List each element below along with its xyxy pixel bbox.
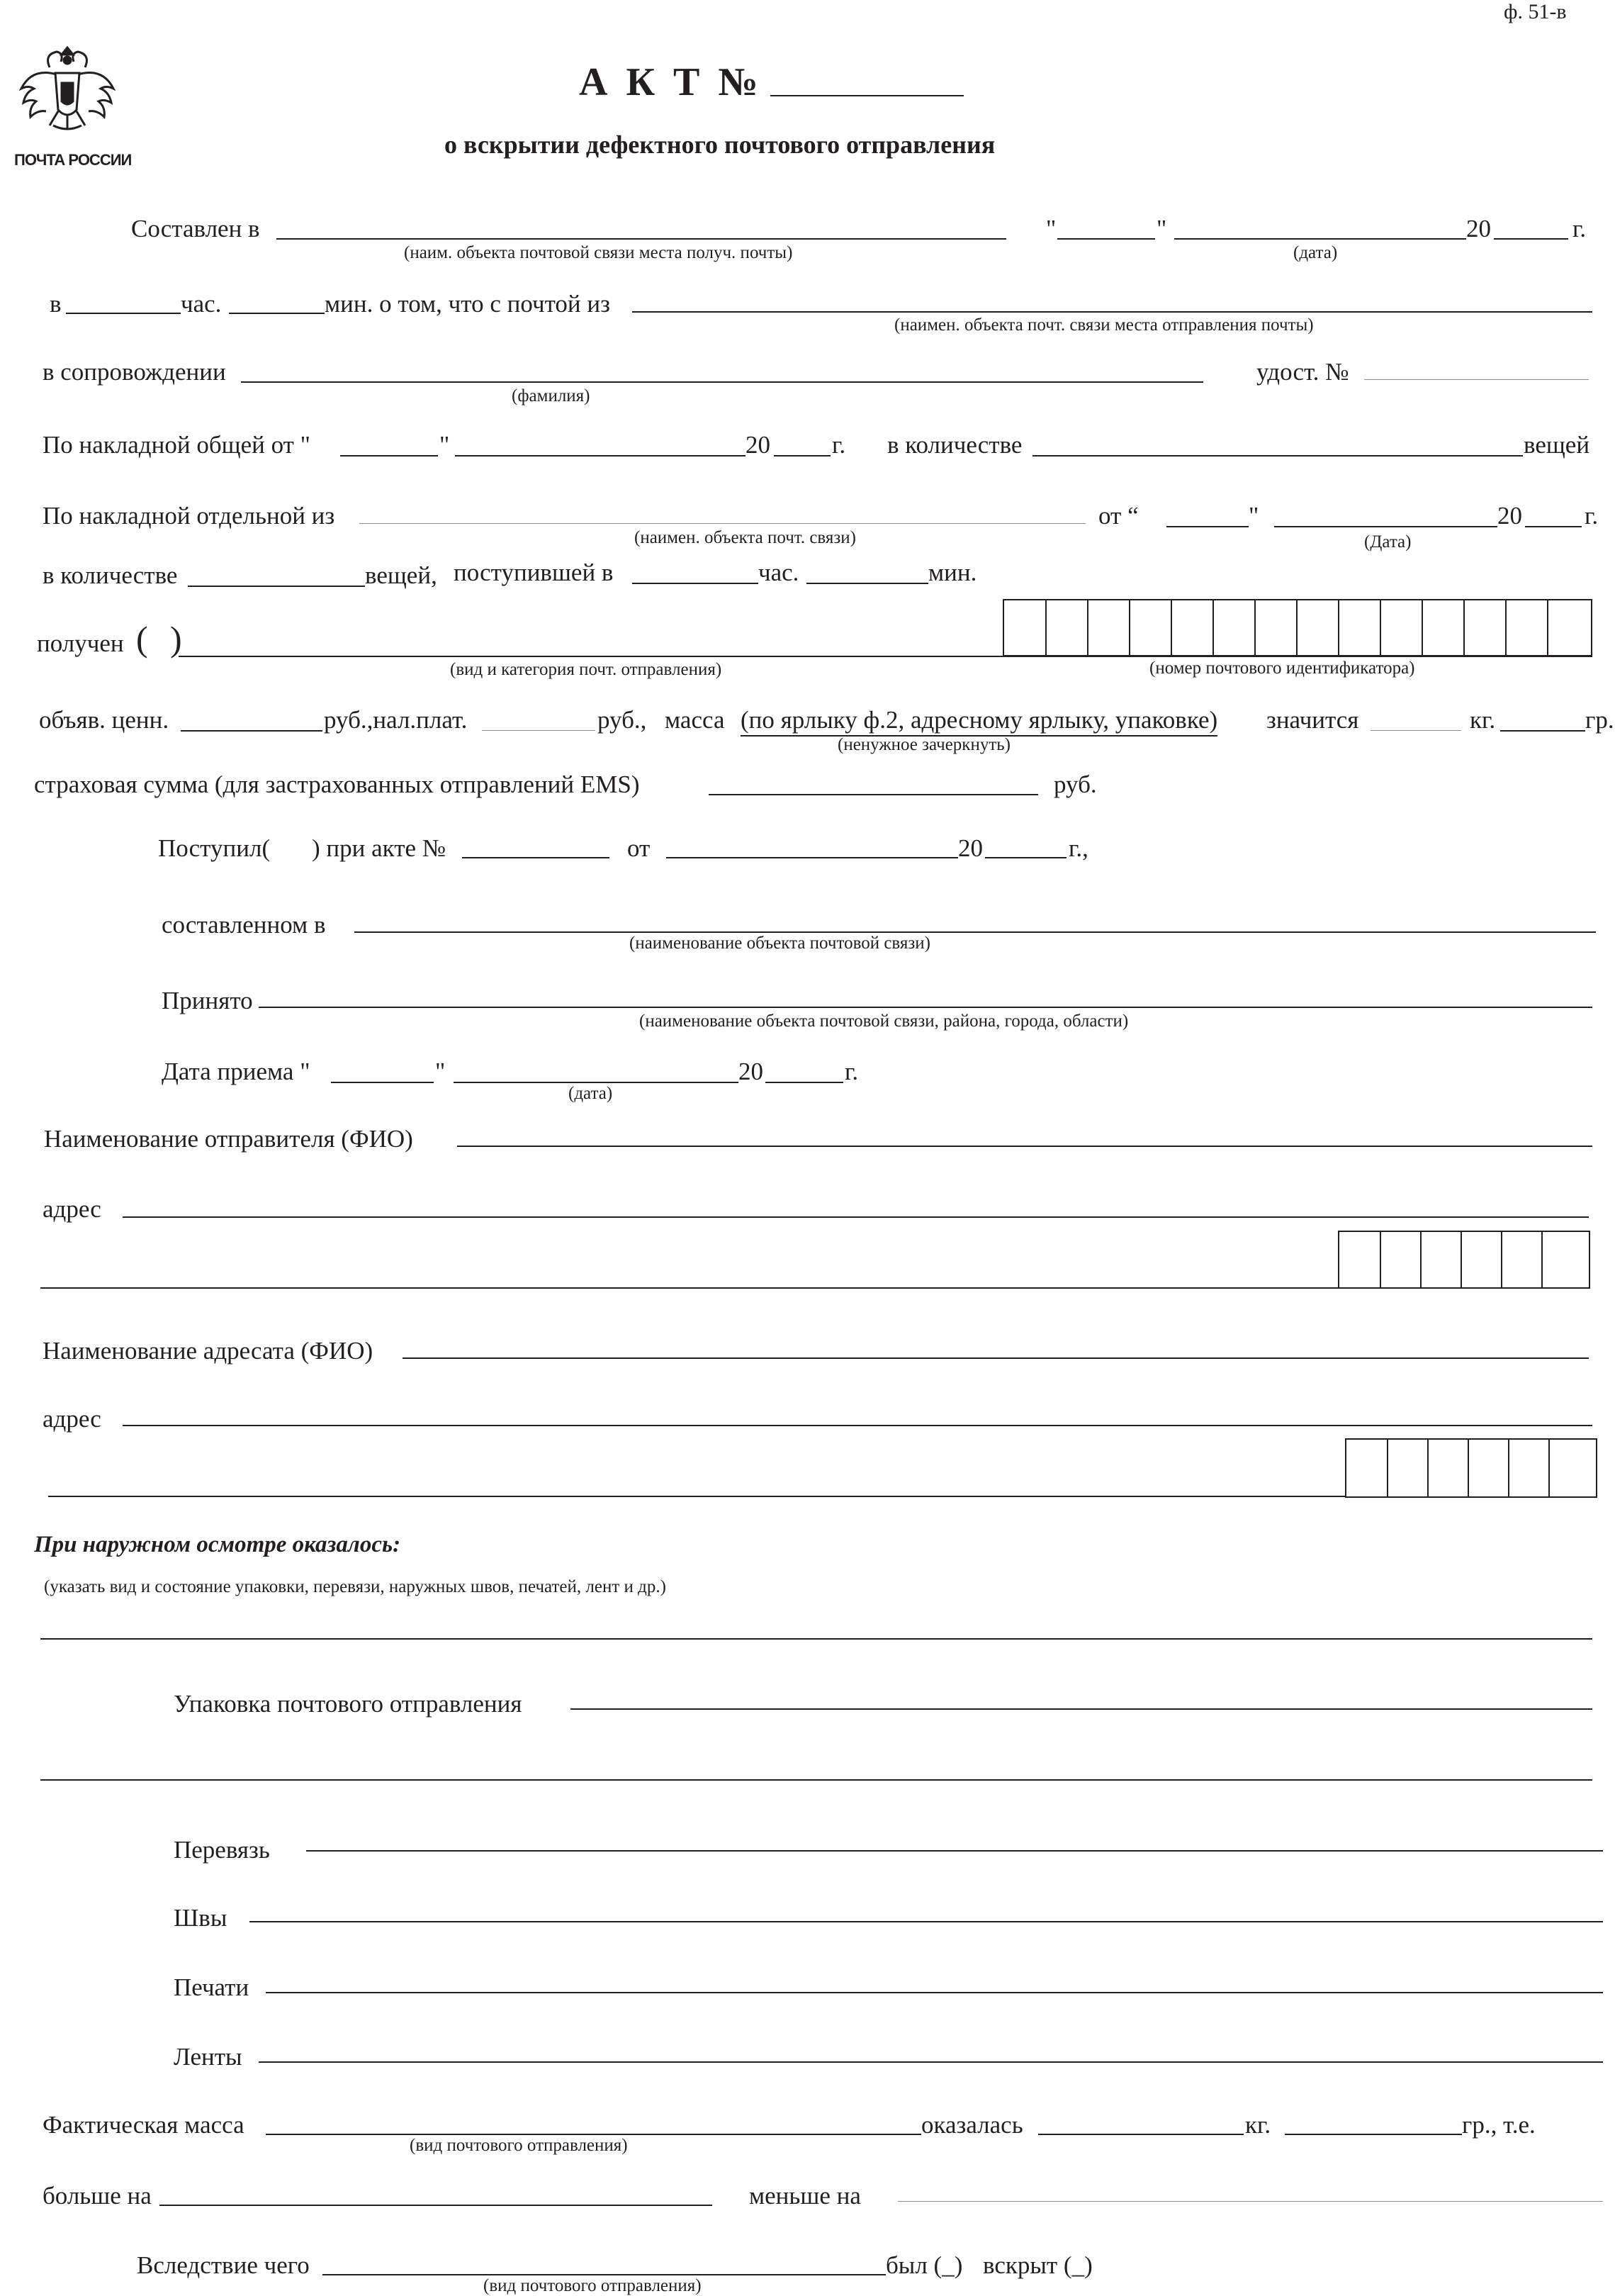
tracking-number-boxes[interactable] (1003, 599, 1592, 656)
hint-date: (дата) (1293, 243, 1338, 262)
consequently-label: Вследствие чего (137, 2251, 310, 2279)
hint-item-type: (вид почтового отправления) (410, 2136, 628, 2155)
seams-label: Швы (174, 1904, 227, 1932)
sender-name-label: Наименование отправителя (ФИО) (44, 1125, 413, 1153)
year-prefix: 20 (738, 1058, 763, 1085)
packaging-field[interactable] (570, 1708, 1592, 1710)
rub-label: руб. (1054, 771, 1097, 798)
year-prefix: 20 (1497, 502, 1522, 530)
composed-in-label: Составлен в (131, 215, 260, 242)
hour-field[interactable] (66, 313, 181, 314)
accepted-label: Принято (162, 987, 253, 1014)
hour-label: час. (181, 290, 222, 318)
hint-origin: (наимен. объекта почт. связи места отправления почты) (894, 315, 1314, 335)
year-suffix: г., (1069, 834, 1088, 862)
quote: " (439, 431, 450, 459)
tie-label: Перевязь (174, 1836, 270, 1864)
month-field[interactable] (1174, 238, 1466, 240)
acceptance-date-label: Дата приема " (162, 1058, 310, 1085)
in-label: в (50, 290, 62, 318)
hint-surname: (фамилия) (512, 386, 590, 405)
hint-date: (Дата) (1364, 532, 1412, 551)
inspection-heading: При наружном осмотре оказалось: (34, 1532, 401, 1557)
quote: " (435, 1058, 446, 1085)
general-waybill-label: По накладной общей от " (43, 431, 310, 459)
opened-label: вскрыт (_) (983, 2251, 1093, 2279)
year-field[interactable] (1494, 238, 1568, 240)
paren: ( (136, 619, 148, 659)
arrived-label: поступившей в (454, 559, 614, 586)
act-number-label: ) при акте № (312, 834, 446, 862)
inspection-hint: (указать вид и состояние упаковки, перевязи, наружных швов, печатей, лент и др.) (44, 1577, 666, 1596)
listed-gr-field[interactable] (1500, 730, 1585, 732)
sender-address-field[interactable] (123, 1216, 1589, 1218)
separate-year-field[interactable] (1525, 526, 1582, 527)
sender-postcode-boxes[interactable] (1338, 1231, 1590, 1289)
composed-in-field[interactable] (276, 238, 1006, 240)
year-prefix: 20 (958, 834, 983, 862)
rub-label: руб., (597, 706, 647, 734)
tapes-label: Ленты (174, 2043, 242, 2071)
double-headed-eagle-icon (14, 39, 120, 145)
quote: " (1157, 215, 1167, 242)
less-by-label: меньше на (749, 2182, 861, 2210)
origin-field[interactable] (632, 311, 1592, 313)
hint-date: (дата) (568, 1084, 613, 1103)
certificate-field[interactable] (1364, 379, 1589, 380)
year-suffix: г. (845, 1058, 859, 1085)
seams-field[interactable] (249, 1921, 1603, 1922)
items-label: вещей, (365, 561, 437, 589)
items-label: вещей (1524, 431, 1590, 459)
act-subtitle: о вскрытии дефектного почтового отправления (444, 130, 996, 159)
hint-strike: (ненужное зачеркнуть) (838, 735, 1011, 754)
packaging-label: Упаковка почтового отправления (174, 1690, 522, 1718)
hour-label: час. (758, 559, 799, 586)
minute-label: мин. о том, что с почтой из (325, 290, 610, 318)
cod-label: руб.,нал.плат. (324, 706, 468, 734)
actual-item-field[interactable] (266, 2134, 921, 2135)
listed-label: значится (1266, 706, 1359, 734)
actual-kg-field[interactable] (1038, 2134, 1244, 2135)
consequently-field[interactable] (322, 2274, 886, 2275)
hint-object: (наимен. объекта почт. связи) (634, 528, 856, 547)
was-label: оказалась (921, 2111, 1023, 2139)
hint-object: (наименование объекта почтовой связи) (629, 934, 930, 953)
recipient-name-label: Наименование адресата (ФИО) (43, 1337, 373, 1365)
more-by-field[interactable] (159, 2205, 712, 2206)
packaging-field-2[interactable] (40, 1779, 1592, 1781)
quote: " (1046, 215, 1057, 242)
listed-kg-field[interactable] (1371, 730, 1461, 731)
from-label: от “ (1098, 502, 1139, 530)
minute-field[interactable] (229, 313, 325, 314)
from-label: от (627, 834, 651, 862)
gr-label: гр. (1585, 706, 1614, 734)
hint-item-type: (вид почтового отправления) (483, 2276, 702, 2295)
accepted-field[interactable] (259, 1007, 1592, 1008)
accept-year-field[interactable] (765, 1082, 843, 1083)
escort-label: в сопровождении (43, 358, 226, 386)
quantity-label: в количестве (43, 561, 178, 589)
recipient-address-field-2[interactable] (48, 1496, 1346, 1497)
year-prefix: 20 (1466, 215, 1491, 242)
was-label: был (_) (886, 2251, 963, 2279)
recipient-address-field[interactable] (123, 1425, 1592, 1426)
hint-object: (наим. объекта почтовой связи места получ. почты) (404, 243, 793, 262)
hint-item-type: (вид и категория почт. отправления) (450, 660, 722, 679)
tie-field[interactable] (306, 1850, 1603, 1852)
kg-label: кг. (1470, 706, 1496, 734)
quote: " (1249, 502, 1259, 530)
waybill-year-field[interactable] (774, 455, 831, 457)
waybill-month-field[interactable] (455, 455, 745, 457)
escort-field[interactable] (241, 381, 1203, 383)
separate-month-field[interactable] (1274, 526, 1497, 527)
tapes-field[interactable] (259, 2061, 1603, 2063)
year-suffix: г. (1572, 215, 1587, 242)
logo-text: ПОЧТА РОССИИ (14, 151, 132, 169)
quantity-field[interactable] (1032, 455, 1523, 457)
actual-gr-field[interactable] (1285, 2134, 1462, 2135)
mass-label: масса (665, 706, 725, 734)
arrived-minute-field[interactable] (806, 583, 928, 584)
form-code: ф. 51-в (1504, 0, 1567, 23)
insurance-field[interactable] (709, 794, 1038, 795)
separate-waybill-label: По накладной отдельной из (43, 502, 335, 530)
year-suffix: г. (1585, 502, 1599, 530)
insurance-label: страховая сумма (для застрахованных отправлений EMS) (34, 771, 640, 798)
mass-source-text: (по ярлыку ф.2, адресному ярлыку, упаковке) (741, 707, 1217, 737)
cod-field[interactable] (482, 730, 595, 731)
arrived-act-label: Поступил( (158, 834, 271, 862)
waybill-day-field[interactable] (340, 455, 438, 457)
separate-waybill-field[interactable] (359, 523, 1086, 524)
recipient-postcode-boxes[interactable] (1345, 1438, 1597, 1498)
day-field[interactable] (1057, 238, 1155, 240)
hint-object-region: (наименование объекта почтовой связи, района, города, области) (639, 1012, 1129, 1031)
gr-label: гр., т.е. (1462, 2111, 1536, 2139)
paren: ) (170, 619, 182, 659)
declared-value-field[interactable] (181, 730, 322, 732)
year-prefix: 20 (745, 431, 770, 459)
more-by-label: больше на (43, 2182, 152, 2210)
separate-day-field[interactable] (1166, 526, 1249, 527)
seals-field[interactable] (266, 1992, 1603, 1993)
act-number-field[interactable] (462, 857, 609, 858)
act-title: А К Т № (579, 60, 763, 104)
received-label: получен (37, 629, 124, 657)
hint-tracking-id: (номер почтового идентификатора) (1149, 659, 1415, 678)
declared-value-label: объяв. ценн. (39, 706, 169, 734)
sender-address-label: адрес (43, 1195, 101, 1223)
actual-mass-label: Фактическая масса (43, 2111, 244, 2139)
minute-label: мин. (928, 559, 977, 586)
year-suffix: г. (832, 431, 846, 459)
recipient-address-label: адрес (43, 1405, 101, 1433)
sender-address-field-2[interactable] (40, 1287, 1339, 1289)
recipient-name-field[interactable] (403, 1357, 1589, 1359)
seals-label: Печати (174, 1973, 249, 2001)
accept-month-field[interactable] (454, 1082, 738, 1083)
sender-name-field[interactable] (457, 1146, 1592, 1147)
composed-field[interactable] (354, 931, 1596, 933)
inspection-field[interactable] (40, 1638, 1592, 1640)
less-by-field[interactable] (898, 2201, 1603, 2202)
composed-label: составленном в (162, 911, 326, 939)
accept-day-field[interactable] (331, 1082, 434, 1083)
arrived-hour-field[interactable] (632, 583, 758, 584)
post-logo (14, 39, 132, 174)
quantity-label: в количестве (887, 431, 1023, 459)
certificate-label: удост. № (1256, 358, 1349, 386)
kg-label: кг. (1245, 2111, 1271, 2139)
act-date-field[interactable] (666, 857, 958, 858)
act-year-field[interactable] (985, 857, 1067, 858)
quantity2-field[interactable] (188, 586, 365, 587)
